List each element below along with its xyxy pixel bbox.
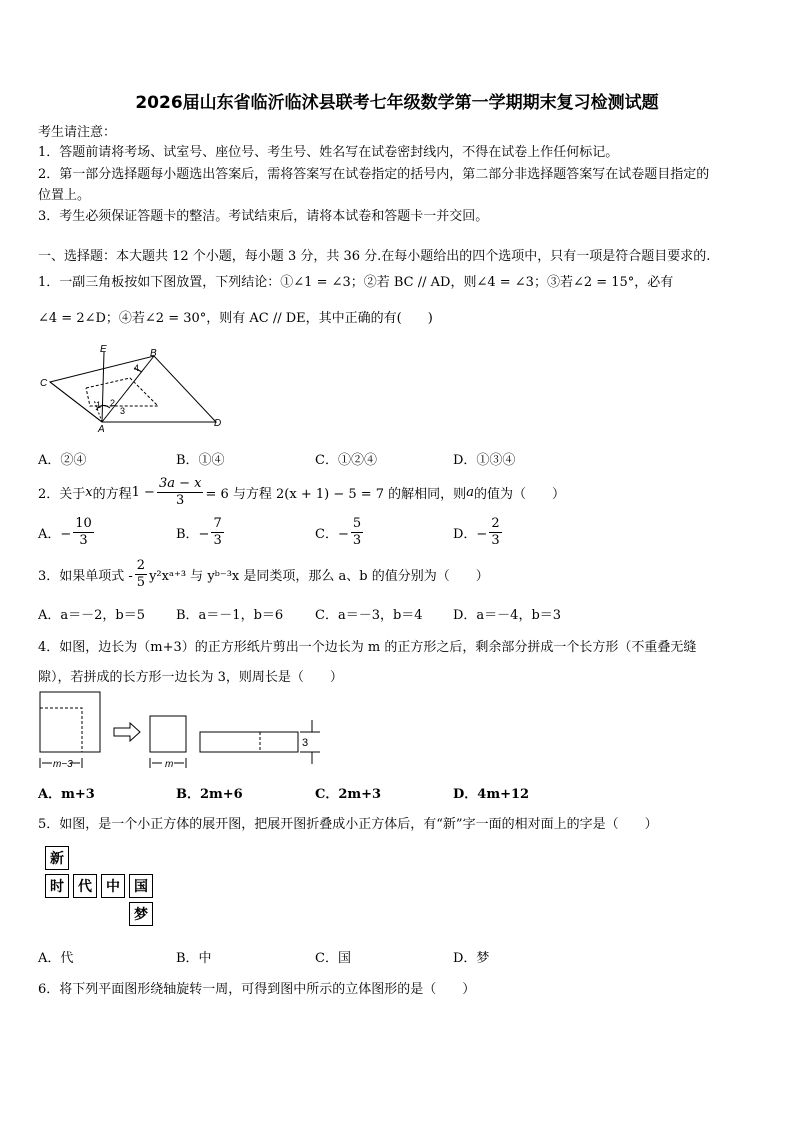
q2-one: 1 − — [131, 485, 155, 500]
q5-option-b[interactable]: B．中 — [176, 951, 212, 966]
q1-option-b[interactable]: B．①④ — [176, 453, 225, 468]
q4-label-3: 3 — [302, 737, 309, 749]
q1-option-d[interactable]: D．①③④ — [453, 453, 516, 468]
q1-label-2: 2 — [110, 398, 116, 408]
cube-cell-dai: 代 — [73, 874, 97, 898]
q4-option-d[interactable]: D．4m+12 — [453, 787, 530, 802]
q1-stem-line1: 1．一副三角板按如下图放置，下列结论：①∠1 = ∠3；②若 BC // AD，则∠4 = ∠3；③若∠2 = 15°，必有 — [38, 275, 674, 290]
cube-cell-zhong: 中 — [101, 874, 125, 898]
q2-pre: 2．关于 — [38, 487, 86, 502]
q4-square-figure — [38, 690, 328, 772]
q3-frac-den: 5 — [136, 575, 146, 590]
q1-label-A: A — [98, 424, 105, 432]
q4-label-m-minus-3: m−3 — [53, 759, 73, 770]
q2-option-b-label: B．− — [176, 527, 210, 542]
q3-option-d[interactable]: D．a＝－4，b＝3 — [453, 608, 562, 623]
q2-mid: 的方程 — [92, 487, 132, 502]
q3-option-c[interactable]: C．a＝－3，b＝4 — [315, 608, 423, 623]
notice-item-3: 3．考生必须保证答题卡的整洁。考试结束后，请将本试卷和答题卡一并交回。 — [38, 209, 489, 224]
cube-cell-xin: 新 — [45, 846, 69, 870]
q2-frac-num: 3a − x — [158, 476, 202, 491]
q2-option-b-num: 7 — [213, 516, 222, 531]
section-heading: 一、选择题：本大题共 12 个小题，每小题 3 分，共 36 分.在每小题给出的四个选项中，只有一项是符合题目要求的. — [38, 249, 711, 264]
q1-triangle-figure — [38, 344, 228, 432]
q2-stem — [38, 476, 565, 509]
q2-option-a-num: 10 — [75, 516, 92, 531]
q1-option-a[interactable]: A．②④ — [38, 453, 87, 468]
q4-stem-line2: 隙），若拼成的长方形一边长为 3，则周长是（ ） — [38, 670, 343, 685]
page-title: 2026届山东省临沂临沭县联考七年级数学第一学期期末复习检测试题 — [135, 93, 659, 113]
q2-option-a-den: 3 — [79, 533, 88, 548]
q5-stem: 5．如图，是一个小正方体的展开图，把展开图折叠成小正方体后，有“新”字一面的相对面上的字是（ ） — [38, 817, 658, 832]
q2-option-a-label: A．− — [38, 527, 72, 542]
q2-option-a[interactable] — [38, 516, 96, 549]
q2-option-c[interactable] — [315, 516, 365, 549]
q2-var-a: a — [466, 485, 474, 500]
notice-item-1: 1．答题前请将考场、试室号、座位号、考生号、姓名写在试卷密封线内，不得在试卷上作任何标记。 — [38, 145, 619, 160]
q1-label-D: D — [214, 418, 222, 429]
q4-label-m: m — [165, 759, 174, 770]
q1-label-1: 1 — [96, 400, 102, 410]
q3-frac-num: 2 — [136, 558, 146, 573]
q3-option-b[interactable]: B．a＝－1，b＝6 — [176, 608, 284, 623]
q2-option-b[interactable] — [176, 516, 226, 549]
q5-option-d[interactable]: D．梦 — [453, 951, 490, 966]
q1-label-B: B — [150, 348, 157, 359]
q3-pre: 3．如果单项式 - — [38, 569, 133, 584]
cube-cell-shi: 时 — [45, 874, 69, 898]
q2-eq: = 6 与方程 2(x + 1) − 5 = 7 的解相同，则 — [205, 487, 467, 502]
q5-option-c[interactable]: C．国 — [315, 951, 351, 966]
q1-label-4: 4 — [134, 363, 140, 373]
q1-option-c[interactable]: C．①②④ — [315, 453, 377, 468]
q1-label-C: C — [40, 378, 48, 389]
q2-option-d-label: D．− — [453, 527, 488, 542]
notice-item-2-cont: 位置上。 — [38, 188, 91, 203]
q2-frac-den: 3 — [176, 493, 185, 508]
q2-option-c-num: 5 — [352, 516, 362, 531]
q2-fraction — [157, 476, 204, 509]
cube-cell-meng: 梦 — [129, 902, 153, 926]
q4-option-c[interactable]: C．2m+3 — [315, 787, 382, 802]
q3-stem — [38, 558, 489, 591]
q2-option-d-num: 2 — [491, 516, 500, 531]
q2-var-x: x — [85, 485, 93, 500]
q2-option-d-den: 3 — [491, 533, 500, 548]
q1-stem-line2: ∠4 = 2∠D；④若∠2 = 30°，则有 AC // DE，其中正确的有( ) — [38, 311, 433, 326]
cube-cell-guo: 国 — [129, 874, 153, 898]
q4-option-b[interactable]: B．2m+6 — [176, 787, 243, 802]
q3-mid: y²xᵃ⁺³ 与 yᵇ⁻³x 是同类项，那么 a、b 的值分别为（ ） — [149, 569, 489, 584]
q6-stem: 6．将下列平面图形绕轴旋转一周，可得到图中所示的立体图形的是（ ） — [38, 982, 476, 997]
q2-option-c-label: C．− — [315, 527, 349, 542]
q5-option-a[interactable]: A．代 — [38, 951, 74, 966]
q1-label-E: E — [100, 344, 107, 355]
q4-stem-line1: 4．如图，边长为（m+3）的正方形纸片剪出一个边长为 m 的正方形之后，剩余部分拼成一个长方形（不重叠无缝 — [38, 640, 697, 655]
q2-option-b-den: 3 — [213, 533, 222, 548]
notice-heading: 考生请注意： — [38, 125, 117, 140]
q3-option-a[interactable]: A．a＝－2，b＝5 — [38, 608, 146, 623]
notice-item-2: 2．第一部分选择题每小题选出答案后，需将答案写在试卷指定的括号内，第二部分非选择题答案写在试卷题目指定的 — [38, 167, 710, 182]
q2-option-d[interactable] — [453, 516, 504, 549]
q2-option-c-den: 3 — [352, 533, 362, 548]
q4-option-a[interactable]: A．m+3 — [38, 787, 95, 802]
q2-post: 的值为（ ） — [473, 487, 565, 502]
q1-label-3: 3 — [120, 406, 126, 416]
